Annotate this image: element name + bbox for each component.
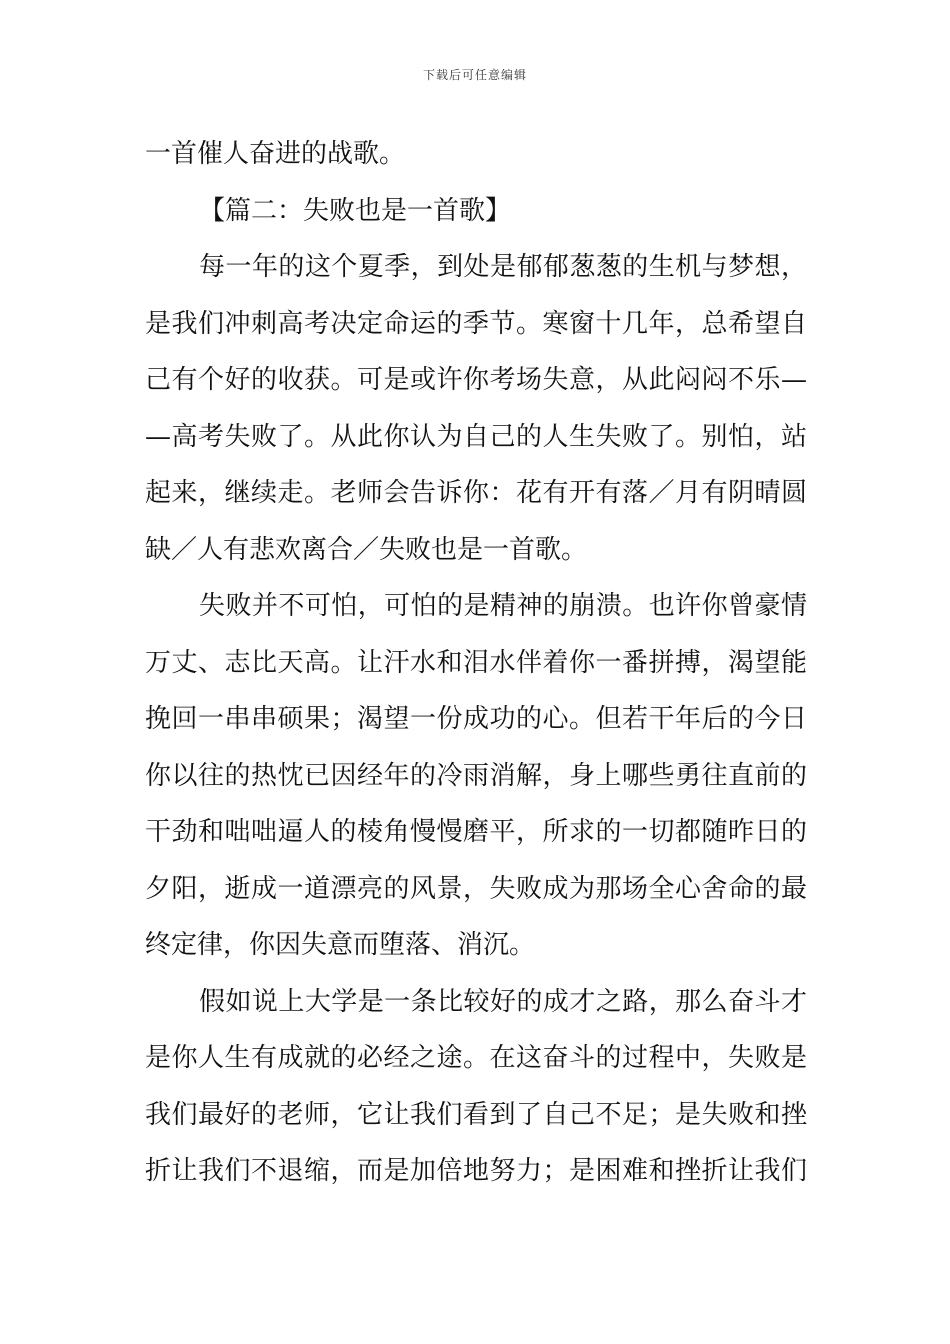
- text-line: 是我们冲刺高考决定命运的季节。寒窗十几年，总希望自: [145, 308, 807, 339]
- text-line: 一首催人奋进的战歌。: [145, 139, 406, 169]
- text-line: 我们最好的老师，它让我们看到了自己不足；是失败和挫: [145, 1099, 807, 1130]
- section-heading: 【篇二：失败也是一首歌】: [199, 195, 512, 226]
- text-line: 失败并不可怕，可怕的是精神的崩溃。也许你曾豪情: [199, 591, 807, 621]
- text-line: 万丈、志比天高。让汗水和泪水伴着你一番拼搏，渴望能: [145, 647, 807, 678]
- text-line: 干劲和咄咄逼人的棱角慢慢磨平，所求的一切都随昨日的: [145, 817, 807, 847]
- document-body: [145, 126, 807, 1200]
- text-line: 挽回一串串硕果；渴望一份成功的心。但若干年后的今日: [145, 704, 807, 734]
- text-line: 折让我们不退缩，而是加倍地努力；是困难和挫折让我们: [145, 1156, 807, 1186]
- text-line: 你以往的热忱已因经年的冷雨消解，身上哪些勇往直前的: [145, 760, 807, 791]
- text-line: —高考失败了。从此你认为自己的人生失败了。别怕，站: [145, 421, 807, 452]
- text-line: 终定律，你因失意而堕落、消沉。: [145, 930, 536, 960]
- text-line: 起来，继续走。老师会告诉你：花有开有落／月有阴晴圆: [145, 478, 807, 508]
- text-line: 缺／人有悲欢离合／失败也是一首歌。: [145, 534, 588, 565]
- text-line: 己有个好的收获。可是或许你考场失意，从此闷闷不乐—: [145, 365, 807, 395]
- text-line: 是你人生有成就的必经之途。在这奋斗的过程中，失败是: [145, 1043, 807, 1073]
- text-line: 每一年的这个夏季，到处是郁郁葱葱的生机与梦想，: [199, 252, 807, 282]
- page-header-note: 下载后可任意编辑: [422, 68, 527, 82]
- text-line: 夕阳，逝成一道漂亮的风景，失败成为那场全心舍命的最: [145, 873, 807, 904]
- text-line: 假如说上大学是一条比较好的成才之路，那么奋斗才: [199, 986, 807, 1017]
